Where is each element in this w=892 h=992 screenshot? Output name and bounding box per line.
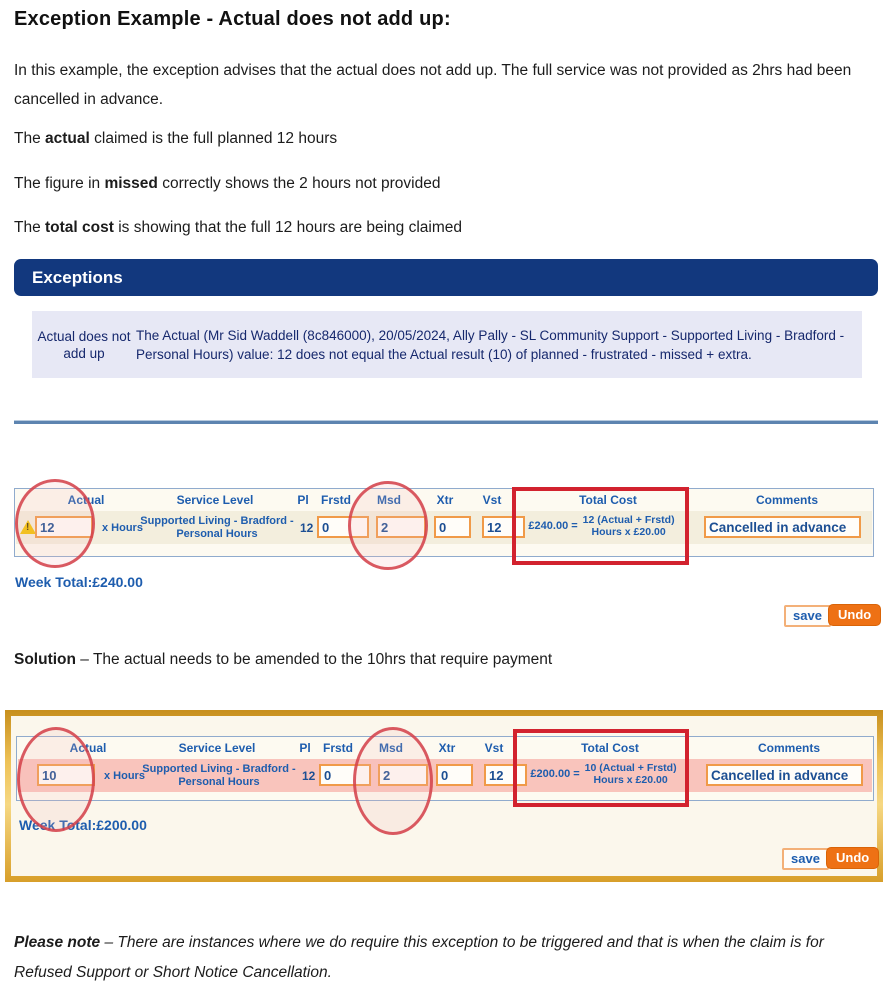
planned-value: 12 — [300, 521, 314, 535]
col-header-comments: Comments — [755, 493, 819, 507]
col-header-actual: Actual — [69, 741, 107, 755]
claim-row — [18, 759, 872, 792]
total-cost-value: £200.00 = 10 (Actual + Frstd) Hours x £20.00 — [530, 762, 677, 786]
intro-paragraph: In this example, the exception advises that the actual does not add up. The full service was not provided as 2hrs had been cancelled in advance. — [14, 62, 852, 108]
save-button-2[interactable]: save — [782, 848, 829, 870]
point-missed: The figure in missed correctly shows the 2 hours not provided — [14, 175, 441, 192]
exception-description: The Actual (Mr Sid Waddell (8c846000), 20/05/2024, Ally Pally - SL Community Support - Supported Living - Bradford - Personal Hours) value: 12 does not equal the Actual result (10) of planned - frustrated - missed + extra. — [136, 327, 845, 362]
exception-row — [32, 311, 862, 378]
hours-unit-label: x Hours — [104, 770, 145, 782]
msd-input[interactable] — [376, 516, 426, 538]
col-header-total-cost: Total Cost — [581, 741, 639, 755]
col-header-actual: Actual — [67, 493, 105, 507]
undo-button-2[interactable]: Undo — [826, 847, 879, 869]
panel-divider — [14, 420, 878, 424]
point-total-cost: The total cost is showing that the full 12 hours are being claimed — [14, 219, 463, 236]
col-header-comments: Comments — [757, 741, 821, 755]
hours-unit-label: x Hours — [102, 522, 143, 534]
please-note-text: Please note – There are instances where we do require this exception to be triggered and that is when the claim is for Refused Support or Short Notice Cancellation. — [14, 934, 824, 981]
claim-table-solution — [16, 736, 874, 801]
col-header-pl: Pl — [297, 493, 309, 507]
exceptions-panel-header: Exceptions — [14, 259, 878, 296]
msd-input[interactable] — [378, 764, 428, 786]
week-total-2: Week Total:£200.00 — [19, 817, 147, 833]
col-header-frstd: Frstd — [323, 741, 353, 755]
xtr-input[interactable] — [434, 516, 471, 538]
col-header-frstd: Frstd — [321, 493, 351, 507]
week-total-1: Week Total:£240.00 — [15, 574, 143, 590]
undo-button-1[interactable]: Undo — [828, 604, 881, 626]
claim-row — [16, 511, 872, 544]
comments-input[interactable] — [706, 764, 863, 786]
col-header-msd: Msd — [379, 741, 403, 755]
solution-text: Solution – The actual needs to be amended to the 10hrs that require payment — [14, 651, 553, 668]
col-header-pl: Pl — [299, 741, 311, 755]
col-header-xtr: Xtr — [438, 741, 456, 755]
col-header-xtr: Xtr — [436, 493, 454, 507]
save-button-1[interactable]: save — [784, 605, 831, 627]
frstd-input[interactable] — [317, 516, 369, 538]
warning-icon — [20, 520, 36, 534]
col-header-vst: Vst — [484, 741, 504, 755]
claim-table-exception — [14, 488, 874, 557]
service-level-value: Supported Living - Bradford - Personal Hours — [142, 763, 296, 788]
actual-input[interactable] — [37, 764, 95, 786]
col-header-vst: Vst — [482, 493, 502, 507]
exception-type-label: Actual does not add up — [37, 328, 131, 361]
col-header-msd: Msd — [377, 493, 401, 507]
service-level-value: Supported Living - Bradford - Personal Hours — [140, 515, 294, 540]
xtr-input[interactable] — [436, 764, 473, 786]
comments-input[interactable] — [704, 516, 861, 538]
col-header-service-level: Service Level — [178, 741, 256, 755]
frstd-input[interactable] — [319, 764, 371, 786]
page-title: Exception Example - Actual does not add up: — [14, 8, 451, 30]
total-cost-value: £240.00 = 12 (Actual + Frstd) Hours x £20.00 — [528, 514, 675, 538]
planned-value: 12 — [302, 769, 316, 783]
col-header-total-cost: Total Cost — [579, 493, 637, 507]
col-header-service-level: Service Level — [176, 493, 254, 507]
actual-input[interactable] — [35, 516, 93, 538]
point-actual: The actual claimed is the full planned 12 hours — [14, 130, 338, 147]
